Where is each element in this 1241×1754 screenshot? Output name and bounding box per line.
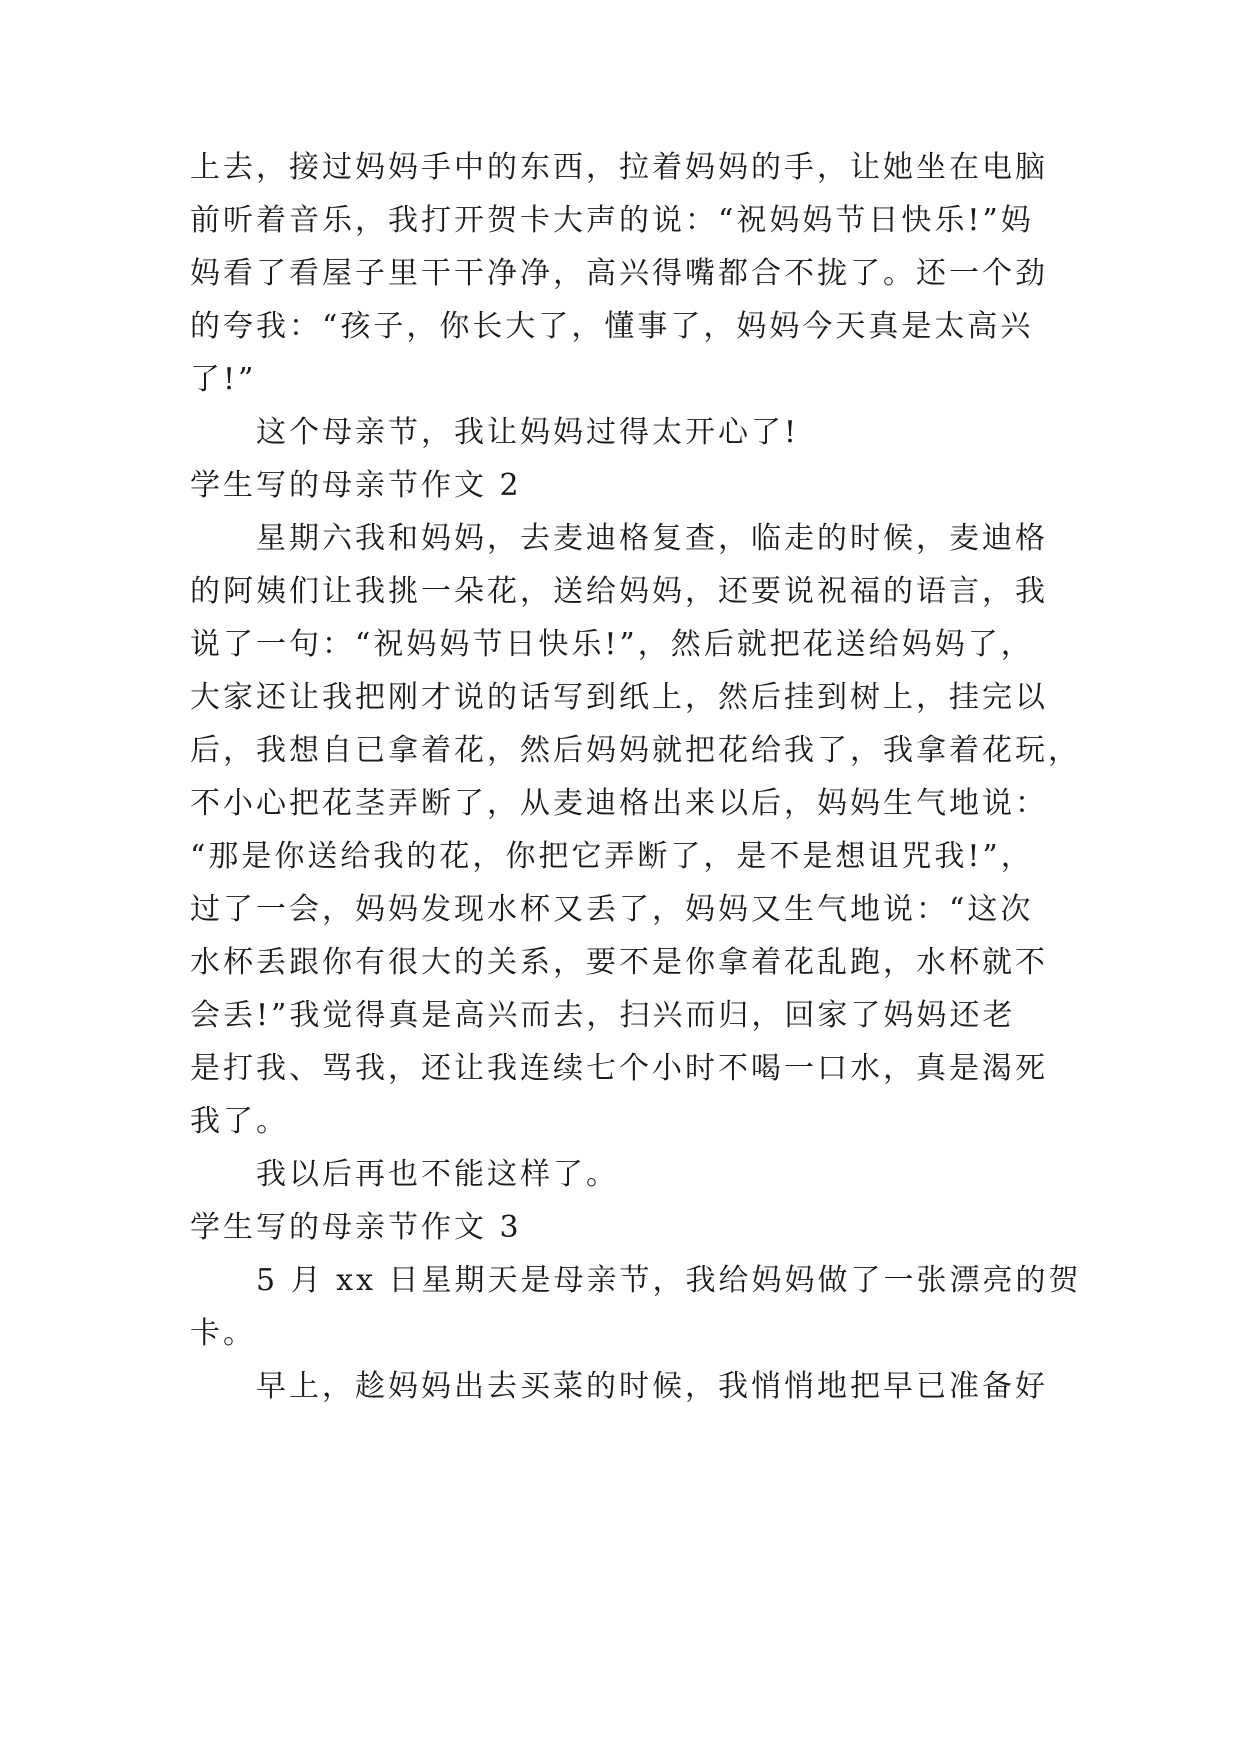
text-line: 不小心把花茎弄断了，从麦迪格出来以后，妈妈生气地说： bbox=[190, 786, 1048, 821]
text-line: 了!” bbox=[190, 362, 257, 397]
text-line: 大家还让我把刚才说的话写到纸上，然后挂到树上，挂完以 bbox=[190, 680, 1048, 715]
text-line: 我以后再也不能这样了。 bbox=[256, 1157, 619, 1192]
text-line: 是打我、骂我，还让我连续七个小时不喝一口水，真是渴死 bbox=[190, 1051, 1048, 1086]
text-line: 的夸我：“孩子，你长大了，懂事了，妈妈今天真是太高兴 bbox=[190, 309, 1034, 344]
text-line: 的阿姨们让我挑一朵花，送给妈妈，还要说祝福的语言，我 bbox=[190, 574, 1048, 609]
text-line: 过了一会，妈妈发现水杯又丢了，妈妈又生气地说：“这次 bbox=[190, 892, 1034, 927]
text-line: 说了一句：“祝妈妈节日快乐!”，然后就把花送给妈妈了， bbox=[190, 627, 1034, 662]
section-heading: 学生写的母亲节作文 2 bbox=[190, 468, 522, 503]
text-line: 后，我想自已拿着花，然后妈妈就把花给我了，我拿着花玩， bbox=[190, 733, 1081, 768]
text-line: 5 月 xx 日星期天是母亲节，我给妈妈做了一张漂亮的贺 bbox=[256, 1263, 1082, 1298]
section-heading: 学生写的母亲节作文 3 bbox=[190, 1210, 522, 1245]
text-line: 星期六我和妈妈，去麦迪格复查，临走的时候，麦迪格 bbox=[256, 521, 1048, 556]
text-line: 前听着音乐，我打开贺卡大声的说：“祝妈妈节日快乐!”妈 bbox=[190, 203, 1034, 238]
text-line: “那是你送给我的花，你把它弄断了，是不是想诅咒我!”， bbox=[190, 839, 1034, 874]
text-line: 妈看了看屋子里干干净净，高兴得嘴都合不拢了。还一个劲 bbox=[190, 256, 1048, 291]
text-line: 早上，趁妈妈出去买菜的时候，我悄悄地把早已准备好 bbox=[256, 1369, 1048, 1404]
text-line: 上去，接过妈妈手中的东西，拉着妈妈的手，让她坐在电脑 bbox=[190, 150, 1048, 185]
text-line: 我了。 bbox=[190, 1104, 289, 1139]
text-line: 这个母亲节，我让妈妈过得太开心了! bbox=[256, 415, 800, 450]
text-line: 水杯丢跟你有很大的关系，要不是你拿着花乱跑，水杯就不 bbox=[190, 945, 1048, 980]
text-line: 卡。 bbox=[190, 1316, 256, 1351]
text-line: 会丢!”我觉得真是高兴而去，扫兴而归，回家了妈妈还老 bbox=[190, 998, 1016, 1033]
